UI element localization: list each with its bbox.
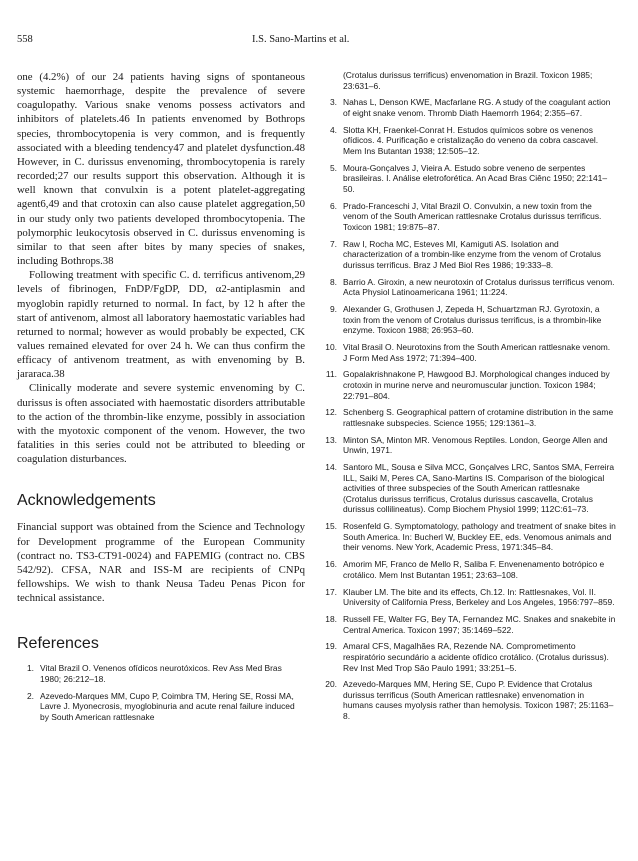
reference-item bbox=[320, 679, 616, 721]
reference-item bbox=[320, 239, 616, 271]
reference-number: 18. bbox=[325, 613, 337, 624]
reference-number: 3. bbox=[329, 97, 337, 108]
reference-text: Klauber LM. The bite and its effects, Ch.12. In: Rattlesnakes, Vol. II. University of California Press, Berkeley and Los Angeles, 1956:797–859. bbox=[343, 586, 615, 608]
reference-list-left bbox=[17, 663, 305, 722]
reference-item bbox=[320, 277, 616, 298]
body-text bbox=[17, 70, 305, 466]
reference-text: Alexander G, Grothusen J, Zepeda H, Schuartzman RJ. Gyrotoxin, a toxin from the venom of Crotalus durissus terrificus, is a thrombin-like enzyme. Toxicon 1988; 26:953–60. bbox=[343, 304, 602, 336]
reference-text: Schenberg S. Geographical pattern of crotamine distribution in the same rattlesnake subspecies. Science 1955; 129:1361–3. bbox=[343, 407, 614, 428]
acknowledgements-paragraph: Financial support was obtained from the Science and Technology for Development programme of the European Community (contract no. TS3-CT91-0024) and FAPEMIG (contract no. CBS 542/92). CFSA, NAR and ISS-M are recipients of CNPq fellowships. We wish to thank Neusa Tadeu Penas Picon for technical assistance. bbox=[17, 521, 305, 605]
reference-text: Russell FE, Walter FG, Bey TA, Fernandez MC. Snakes and snakebite in Central America. Toxicon 1997; 35:1469–522. bbox=[343, 613, 616, 635]
reference-text: Minton SA, Minton MR. Venomous Reptiles. London, George Allen and Unwin, 1971. bbox=[343, 434, 608, 456]
reference-item bbox=[320, 163, 616, 195]
paragraph-discussion-1: one (4.2%) of our 24 patients having signs of spontaneous systemic haemorrhage, despite the prevalence of severe coagulopathy. Various snake venoms possess activators and inhibitors of platelets.46 In patients envenomed by Bothrops species, thrombocytopenia is very common, and is frequently associated with a bleeding tendency47 and platelet dysfunction.48 However, in C. durissus envenoming, thrombocytopenia is rarely recorded;27 our results support this observation. Although it is well known that convulxin is a potent platelet-aggregating agent6,49 and that crotoxin can also cause platelet aggregation,50 in our study only two patients developed thrombocytopenia. The polymorphic leukocytosis observed in C. durissus envenoming is similar to that seen after bites by many species of snakes, including Bothrops.38 bbox=[17, 71, 305, 268]
reference-item bbox=[320, 369, 616, 401]
reference-number: 6. bbox=[329, 200, 337, 211]
reference-number: 9. bbox=[329, 304, 337, 314]
reference-number: 20. bbox=[325, 679, 337, 690]
reference-item bbox=[320, 407, 616, 428]
reference-number: 5. bbox=[329, 162, 337, 173]
reference-text: Barrio A. Giroxin, a new neurotoxin of Crotalus durissus terrificus venom. Acta Physiol Latinoamericana 1961; 11:224. bbox=[343, 276, 615, 298]
paragraph-discussion-3: Clinically moderate and severe systemic envenoming by C. durissus is often associated with haemostatic disorders attributable to the action of the thrombin-like enzyme, possibly in association with the myotoxic component of the venom. However, the two fatalities in this series could not be attributed to bleeding or coagulation disturbances. bbox=[17, 382, 305, 466]
reference-continuation bbox=[320, 70, 616, 91]
reference-text: Slotta KH, Fraenkel-Conrat H. Estudos químicos sobre os venenos ofídicos. 4. Purificação e cristalização do veneno da cobra cascavel. Mem Ins Butantan 1938; 12:505–12. bbox=[343, 124, 599, 156]
reference-item bbox=[320, 304, 616, 336]
reference-number: 19. bbox=[325, 641, 337, 652]
acknowledgements-text bbox=[17, 520, 305, 605]
page-number: 558 bbox=[17, 34, 33, 45]
reference-item bbox=[320, 462, 616, 515]
reference-list-right bbox=[320, 97, 616, 721]
reference-number: 10. bbox=[325, 341, 337, 352]
reference-text: Rosenfeld G. Symptomatology, pathology and treatment of snake bites in South America. In: Bucherl W, Buckley EE, eds. Venomous animals and their venoms. New York, Academic Press, 1971:345–84. bbox=[343, 521, 616, 553]
reference-item bbox=[320, 521, 616, 553]
reference-text: Vital Brazil O. Venenos ofídicos neurotóxicos. Rev Ass Med Bras 1980; 26:212–18. bbox=[40, 663, 282, 684]
reference-item bbox=[320, 97, 616, 118]
reference-text: Santoro ML, Sousa e Silva MCC, Gonçalves LRC, Santos SMA, Ferreira ILL, Saiki M, Peres CA, Sano-Martins IS. Comparison of the biological activities of three subspecies of the South American rattlesnake (Crotalus durissus terrificus, Crotalus durissus cascavella, Crotalus durissus collilineatus). Comp Biochem Physiol 1999; 112C:61–73. bbox=[343, 462, 615, 515]
reference-item bbox=[320, 201, 616, 233]
reference-text: Gopalakrishnakone P, Hawgood BJ. Morphological changes induced by crotoxin in murine nerve and neuromuscular junction. Toxicon 1984; 22:791–804. bbox=[343, 369, 610, 401]
reference-text: Azevedo-Marques MM, Cupo P, Coimbra TM, Hering SE, Rossi MA, Lavre J. Myonecrosis, myoglobinuria and acute renal failure induced by South American rattlesnake bbox=[40, 690, 295, 722]
reference-number: 16. bbox=[325, 559, 337, 570]
reference-text: Azevedo-Marques MM, Hering SE, Cupo P. Evidence that Crotalus durissus terrificus (South American rattlesnake) envenomation in humans causes myolysis rather than hemolysis. Toxicon 1987; 25:1163–8. bbox=[343, 679, 614, 722]
reference-number: 1. bbox=[26, 663, 34, 674]
running-head: I.S. Sano-Martins et al. bbox=[252, 34, 350, 45]
reference-item bbox=[320, 125, 616, 157]
acknowledgements-heading: Acknowledgements bbox=[17, 492, 156, 510]
reference-text: Raw I, Rocha MC, Esteves MI, Kamiguti AS. Isolation and characterization of a trombin-like enzyme from the venom of Crotalus durissus terrificus. Braz J Med Biol Res 1986; 19:333–8. bbox=[343, 238, 601, 270]
reference-text: Prado-Franceschi J, Vital Brazil O. Convulxin, a new toxin from the venom of the South American rattlesnake Crotalus durissus terrificus. Toxicon 1981; 19:875–87. bbox=[343, 200, 602, 232]
reference-item bbox=[320, 559, 616, 580]
reference-text: Vital Brasil O. Neurotoxins from the South American rattlesnake venom. J Form Med Ass 1972; 71:394–400. bbox=[343, 341, 611, 363]
reference-item bbox=[320, 342, 616, 363]
reference-number: 11. bbox=[325, 369, 337, 380]
reference-number: 7. bbox=[329, 238, 337, 249]
reference-number: 12. bbox=[325, 407, 337, 418]
reference-item bbox=[320, 435, 616, 456]
paragraph-discussion-2: Following treatment with specific C. d. terrificus antivenom,29 levels of fibrinogen, FnDP/FgDP, DD, α2-antiplasmin and myoglobin rapidly returned to normal. In fact, by 12 h after the start of antivenom, almost all laboratory haemostatic variables had returned to normal; however as would probably be expected, CK values remained elevated for over 24 h. We can thus confirm the efficacy of antivenom treatment, as with envenoming by B. jararaca.38 bbox=[17, 269, 305, 381]
reference-number: 2. bbox=[26, 690, 34, 701]
reference-number: 14. bbox=[325, 462, 337, 473]
reference-number: 15. bbox=[325, 521, 337, 532]
reference-number: 8. bbox=[329, 276, 337, 287]
reference-number: 17. bbox=[325, 586, 337, 597]
reference-number: 4. bbox=[329, 124, 337, 135]
reference-text: Amaral CFS, Magalhães RA, Rezende NA. Comprometimento respiratório secundário a acidente ofídico crotálico. (Crotalus durissus). Rev Inst Med Trop São Paulo 1991; 33:251–5. bbox=[343, 641, 609, 673]
reference-text: (Crotalus durissus terrificus) envenomation in Brazil. Toxicon 1985; 23:631–6. bbox=[343, 70, 593, 91]
reference-item bbox=[320, 587, 616, 608]
references-heading: References bbox=[17, 635, 99, 653]
reference-text: Amorim MF, Franco de Mello R, Saliba F. Envenenamento botrópico e crotálico. Mem Inst Butantan 1951; 23:63–108. bbox=[343, 559, 605, 580]
reference-text: Moura-Gonçalves J, Vieira A. Estudo sobre veneno de serpentes brasileiras. I. Análise eletroforética. An Acad Bras Ciênc 1950; 22:141–50. bbox=[343, 162, 608, 194]
reference-item bbox=[320, 614, 616, 635]
reference-item bbox=[17, 691, 305, 723]
left-column bbox=[17, 70, 305, 729]
reference-text: Nahas L, Denson KWE, Macfarlane RG. A study of the coagulant action of eight snake venom. Thromb Diath Haemorrh 1964; 2:355–67. bbox=[343, 97, 611, 118]
right-column bbox=[320, 70, 616, 728]
reference-item bbox=[17, 663, 305, 684]
reference-number: 13. bbox=[325, 434, 337, 445]
reference-item bbox=[320, 641, 616, 673]
